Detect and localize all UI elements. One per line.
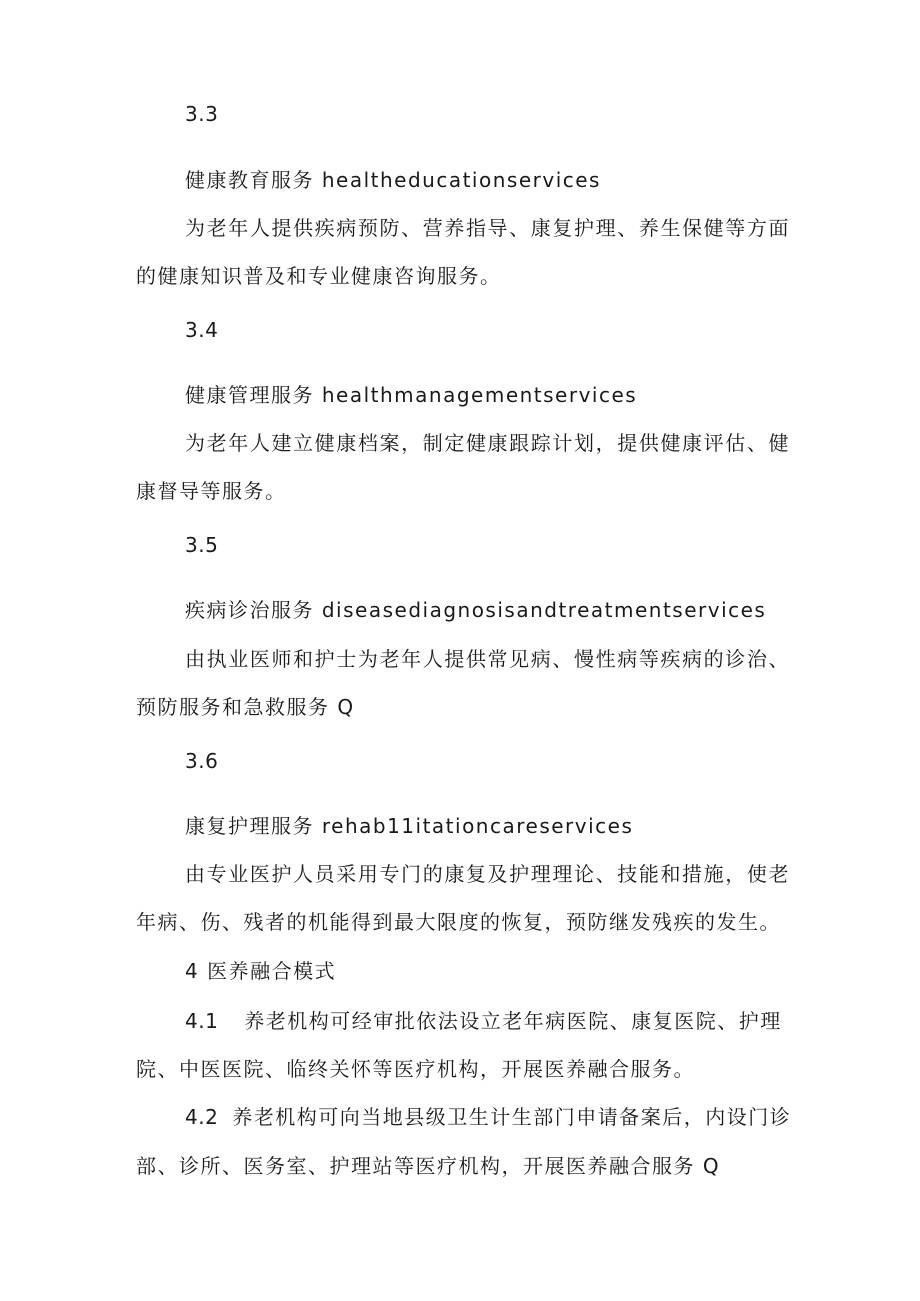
clause-4-2-line1 (185, 1103, 790, 1131)
section-body-line: 为老年人提供疾病预防、营养指导、康复护理、养生保健等方面 (185, 216, 790, 240)
section-body-line: 由专业医护人员采用专门的康复及护理理论、技能和措施，使老 (185, 862, 790, 886)
clause-text: 养老机构可经审批依法设立老年病医院、康复医院、护理 (244, 1009, 782, 1033)
clause-body-line: 院、中医医院、临终关怀等医疗机构，开展医养融合服务。 (136, 1057, 695, 1081)
section-body-line: 的健康知识普及和专业健康咨询服务。 (136, 264, 502, 288)
section-title: 疾病诊治服务 diseasediagnosisandtreatmentservices (185, 598, 767, 622)
section-title: 康复护理服务 rehab11itationcareservices (185, 814, 634, 838)
section-body-line: 康督导等服务。 (136, 479, 287, 503)
section-number: 3.5 (185, 533, 219, 557)
section-body-line: 年病、伤、残者的机能得到最大限度的恢复，预防继发残疾的发生。 (136, 910, 781, 934)
clause-text: 养老机构可向当地县级卫生计生部门申请备案后，内设门诊 (232, 1105, 792, 1129)
section-title: 健康教育服务 healtheducationservices (185, 168, 601, 192)
section-body-line: 为老年人建立健康档案，制定健康跟踪计划，提供健康评估、健 (185, 431, 790, 455)
section-number: 3.3 (185, 102, 219, 126)
clause-4-1-line1 (185, 1007, 790, 1035)
section-number: 3.4 (185, 318, 219, 342)
section-body-line: 预防服务和急救服务 Q (136, 695, 355, 719)
section-title: 健康管理服务 healthmanagementservices (185, 383, 638, 407)
section-body-line: 由执业医师和护士为老年人提供常见病、慢性病等疾病的诊治、 (185, 647, 790, 671)
clause-number: 4.1 (185, 1009, 219, 1033)
clause-body-line: 部、诊所、医务室、护理站等医疗机构，开展医养融合服务 Q (136, 1154, 721, 1178)
section-number: 3.6 (185, 749, 219, 773)
clause-number: 4.2 (185, 1105, 219, 1129)
chapter-heading: 4 医养融合模式 (185, 959, 337, 983)
